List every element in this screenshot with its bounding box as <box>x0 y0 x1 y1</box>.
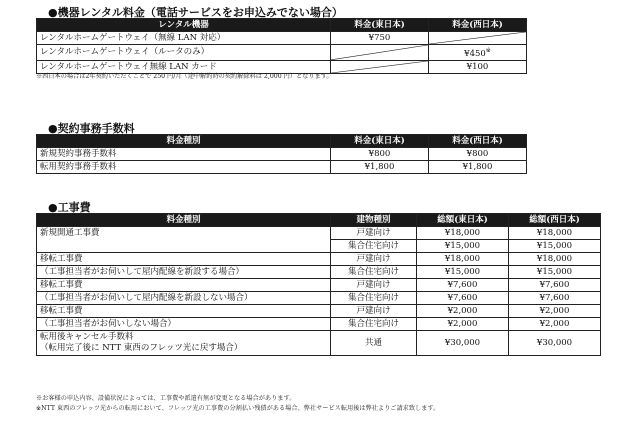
table-row <box>37 279 601 292</box>
price-east: ¥7,600 <box>417 279 509 292</box>
table-row <box>37 148 527 161</box>
construction-fee-table <box>36 213 601 356</box>
price-west <box>429 45 527 61</box>
price-east: ¥18,000 <box>417 253 509 266</box>
fee-item-condition: （転用完了後に NTT 東西のフレッツ光に戻す場合） <box>40 343 243 353</box>
table-header-row <box>37 19 527 32</box>
table-row <box>37 266 601 279</box>
price-east: ¥7,600 <box>417 292 509 305</box>
price-west: ¥100 <box>429 60 527 73</box>
footnote: ※NTT 東西のフレッツ光からの転用において、フレッツ光の工事費の分割払い残債がある場合、弊社サービス転用後は弊社よりご請求致します。 <box>36 405 440 412</box>
footnote-mark: ※ <box>485 47 491 54</box>
fee-item-condition: （工事担当者がお伺いして屋内配線を新設しない場合） <box>37 292 331 305</box>
price-east: ¥15,000 <box>417 240 509 253</box>
column-header: 総額(西日本) <box>509 214 601 227</box>
table-row <box>37 331 601 356</box>
building-type: 戸建向け <box>331 279 417 292</box>
fee-item-condition: （工事担当者がお伺いして屋内配線を新設する場合） <box>37 266 331 279</box>
column-header: 総額(東日本) <box>417 214 509 227</box>
table-row <box>37 32 527 45</box>
price-east: ¥2,000 <box>417 318 509 331</box>
price-west: ¥2,000 <box>509 305 601 318</box>
price-west: ¥18,000 <box>509 253 601 266</box>
not-applicable-cell <box>429 32 527 45</box>
contract-fee-table <box>36 134 527 174</box>
section-title-rental: ●機器レンタル料金（電話サービスをお申込みでない場合） <box>48 6 343 19</box>
column-header: 建物種別 <box>331 214 417 227</box>
column-header: レンタル機器 <box>37 19 331 32</box>
table-row <box>37 305 601 318</box>
table-row <box>37 45 527 61</box>
price-east: ¥15,000 <box>417 266 509 279</box>
price-east: ¥1,800 <box>331 161 429 174</box>
footnote: ※お客様の申込内容、設備状況によっては、工事費や派遣有無が変更となる場合があります。 <box>36 395 296 402</box>
price-west: ¥7,600 <box>509 292 601 305</box>
column-header: 料金(東日本) <box>331 135 429 148</box>
fee-item <box>37 227 331 253</box>
fee-item: 新規契約事務手数料 <box>37 148 331 161</box>
building-type: 集合住宅向け <box>331 318 417 331</box>
rental-item: レンタルホームゲートウェイ（ルータのみ） <box>37 45 331 61</box>
table-row <box>37 318 601 331</box>
column-header: 料金(西日本) <box>429 135 527 148</box>
fee-item-name: 転用後キャンセル手数料 <box>40 332 134 342</box>
fee-item: 転用契約事務手数料 <box>37 161 331 174</box>
table-header-row <box>37 135 527 148</box>
price-west: ¥7,600 <box>509 279 601 292</box>
column-header: 料金(東日本) <box>331 19 429 32</box>
column-header: 料金種別 <box>37 214 331 227</box>
price-east: ¥800 <box>331 148 429 161</box>
price-east: ¥750 <box>331 32 429 45</box>
price-west: ¥15,000 <box>509 266 601 279</box>
price-east: ¥30,000 <box>417 331 509 356</box>
building-type: 集合住宅向け <box>331 266 417 279</box>
building-type: 戸建向け <box>331 227 417 240</box>
price-west: ¥15,000 <box>509 240 601 253</box>
not-applicable-cell <box>331 60 429 73</box>
rental-table <box>36 18 527 74</box>
fee-item-condition: （工事担当者がお伺いしない場合） <box>37 318 331 331</box>
building-type: 集合住宅向け <box>331 292 417 305</box>
price-east: ¥18,000 <box>417 227 509 240</box>
building-type: 共通 <box>331 331 417 356</box>
table-row <box>37 161 527 174</box>
price-west: ¥800 <box>429 148 527 161</box>
price-west: ¥2,000 <box>509 318 601 331</box>
table-row <box>37 227 601 240</box>
table-row <box>37 292 601 305</box>
fee-item-name: 移転工事費 <box>37 279 331 292</box>
footnote: ※西日本の場合は2年契約いただくことで 250 円/月（途中解約時の契約解除料は 2,000 円）となります。 <box>36 73 333 80</box>
table-header-row <box>37 214 601 227</box>
section-title-construction-fee: ●工事費 <box>48 201 91 214</box>
price-west: ¥1,800 <box>429 161 527 174</box>
rental-item: レンタルホームゲートウェイ無線 LAN カード <box>37 60 331 73</box>
fee-item-name: 移転工事費 <box>37 305 331 318</box>
not-applicable-cell <box>331 45 429 61</box>
fee-item-name: 新規開通工事費 <box>40 228 100 238</box>
building-type: 集合住宅向け <box>331 240 417 253</box>
fee-item <box>37 331 331 356</box>
fee-item-name: 移転工事費 <box>37 253 331 266</box>
column-header: 料金種別 <box>37 135 331 148</box>
column-header: 料金(西日本) <box>429 19 527 32</box>
building-type: 戸建向け <box>331 253 417 266</box>
table-row <box>37 253 601 266</box>
price-east: ¥2,000 <box>417 305 509 318</box>
section-title-contract-fee: ●契約事務手数料 <box>48 122 135 135</box>
price-west: ¥18,000 <box>509 227 601 240</box>
rental-item: レンタルホームゲートウェイ（無線 LAN 対応） <box>37 32 331 45</box>
building-type: 戸建向け <box>331 305 417 318</box>
price-west: ¥30,000 <box>509 331 601 356</box>
price-value: ¥450 <box>464 48 486 59</box>
